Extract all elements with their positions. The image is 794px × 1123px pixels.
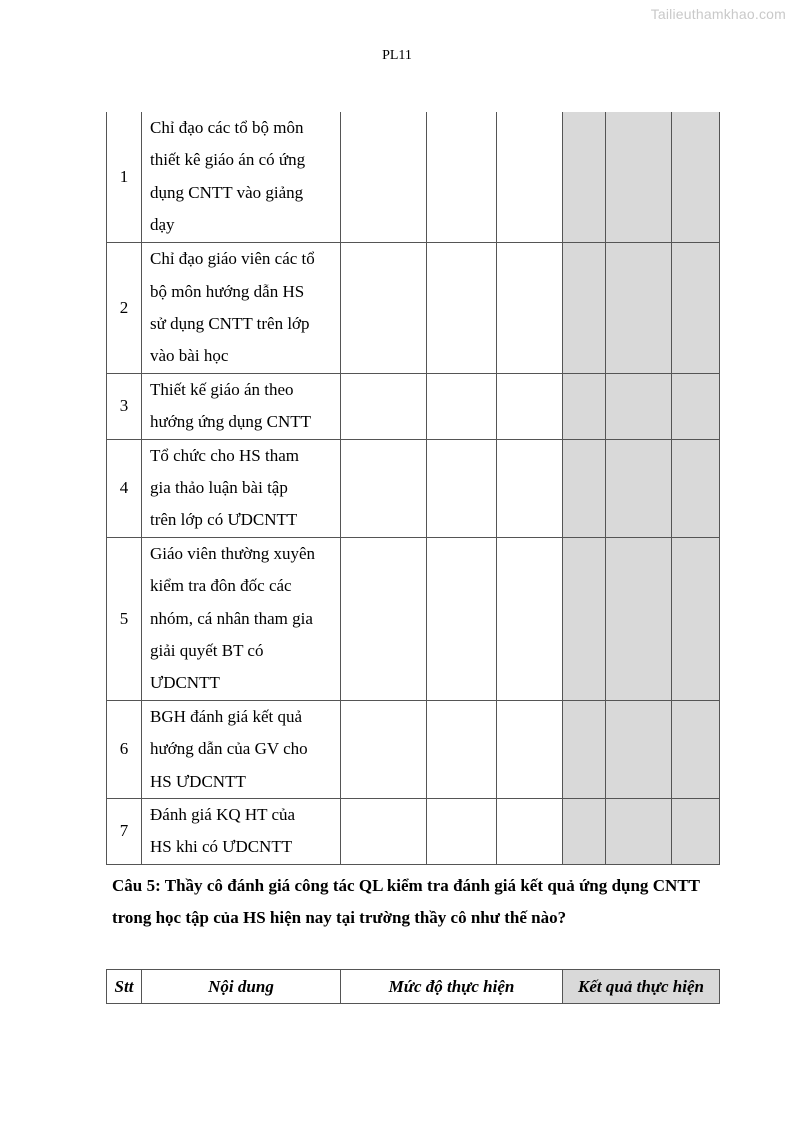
content-line: giải quyết BT có (150, 640, 264, 660)
row-number: 2 (107, 243, 142, 374)
muc-do-cell[interactable] (497, 439, 563, 537)
content-line: HS ƯDCNTT (150, 771, 246, 791)
muc-do-cell[interactable] (427, 243, 497, 374)
survey-table-continued (106, 112, 720, 865)
table-row (107, 537, 720, 700)
header-stt: Stt (107, 970, 142, 1004)
row-number: 1 (107, 112, 142, 243)
content-line: trên lớp có ƯDCNTT (150, 510, 298, 530)
muc-do-cell[interactable] (341, 537, 427, 700)
muc-do-cell[interactable] (497, 243, 563, 374)
ket-qua-cell[interactable] (563, 799, 606, 865)
row-number: 3 (107, 373, 142, 439)
table-row (107, 700, 720, 798)
muc-do-cell[interactable] (497, 112, 563, 243)
muc-do-cell[interactable] (427, 439, 497, 537)
content-line: hướng dẫn của GV cho (150, 739, 308, 759)
muc-do-cell[interactable] (427, 373, 497, 439)
muc-do-cell[interactable] (427, 537, 497, 700)
ket-qua-cell[interactable] (563, 537, 606, 700)
row-content (142, 373, 341, 439)
muc-do-cell[interactable] (427, 112, 497, 243)
muc-do-cell[interactable] (497, 373, 563, 439)
content-line: thiết kê giáo án có ứng (150, 150, 306, 170)
row-content (142, 439, 341, 537)
table-row (107, 439, 720, 537)
header-noi-dung: Nội dung (142, 970, 341, 1004)
content-line: Thiết kế giáo án theo (150, 379, 294, 399)
question-5-table-header (106, 969, 720, 1004)
muc-do-cell[interactable] (497, 700, 563, 798)
ket-qua-cell[interactable] (606, 799, 672, 865)
ket-qua-cell[interactable] (672, 439, 720, 537)
ket-qua-cell[interactable] (606, 112, 672, 243)
header-row (107, 970, 720, 1004)
ket-qua-cell[interactable] (563, 112, 606, 243)
row-number: 6 (107, 700, 142, 798)
content-line: BGH đánh giá kết quả (150, 706, 303, 726)
content-line: HS khi có ƯDCNTT (150, 837, 293, 857)
content-line: sử dụng CNTT trên lớp (150, 313, 310, 333)
row-content (142, 112, 341, 243)
ket-qua-cell[interactable] (563, 439, 606, 537)
header-muc-do: Mức độ thực hiện (341, 970, 563, 1004)
row-content (142, 700, 341, 798)
content-line: bộ môn hướng dẫn HS (150, 281, 305, 301)
content-line: kiểm tra đôn đốc các (150, 576, 292, 596)
table-row (107, 799, 720, 865)
ket-qua-cell[interactable] (563, 373, 606, 439)
muc-do-cell[interactable] (341, 700, 427, 798)
ket-qua-cell[interactable] (606, 700, 672, 798)
content-line: Tổ chức cho HS tham (150, 445, 299, 465)
ket-qua-cell[interactable] (606, 243, 672, 374)
row-content (142, 537, 341, 700)
ket-qua-cell[interactable] (672, 243, 720, 374)
muc-do-cell[interactable] (341, 799, 427, 865)
content-line: hướng ứng dụng CNTT (150, 412, 312, 432)
question-5: Câu 5: Thầy cô đánh giá công tác QL kiểm tra đánh giá kết quả ứng dụng CNTT trong học tập của HS hiện nay tại trường thầy cô như thế nào? (112, 876, 700, 927)
content-line: nhóm, cá nhân tham gia (150, 608, 313, 628)
ket-qua-cell[interactable] (672, 373, 720, 439)
muc-do-cell[interactable] (497, 799, 563, 865)
muc-do-cell[interactable] (497, 537, 563, 700)
page-label: PL11 (382, 48, 412, 63)
content-line: Đánh giá KQ HT của (150, 805, 296, 824)
muc-do-cell[interactable] (341, 373, 427, 439)
table-row (107, 373, 720, 439)
row-content (142, 799, 341, 865)
content-line: Chỉ đạo giáo viên các tổ (150, 249, 315, 269)
muc-do-cell[interactable] (341, 439, 427, 537)
content-line: Chỉ đạo các tổ bộ môn (150, 118, 304, 137)
muc-do-cell[interactable] (427, 700, 497, 798)
row-number: 4 (107, 439, 142, 537)
muc-do-cell[interactable] (427, 799, 497, 865)
ket-qua-cell[interactable] (606, 373, 672, 439)
content-line: gia thảo luận bài tập (150, 477, 288, 497)
muc-do-cell[interactable] (341, 112, 427, 243)
ket-qua-cell[interactable] (672, 799, 720, 865)
ket-qua-cell[interactable] (672, 537, 720, 700)
content-line: Giáo viên thường xuyên (150, 543, 316, 563)
ket-qua-cell[interactable] (563, 700, 606, 798)
table-row (107, 112, 720, 243)
watermark: Tailieuthamkhao.com (650, 6, 786, 22)
muc-do-cell[interactable] (341, 243, 427, 374)
ket-qua-cell[interactable] (606, 439, 672, 537)
row-content (142, 243, 341, 374)
ket-qua-cell[interactable] (672, 112, 720, 243)
row-number: 5 (107, 537, 142, 700)
table-row (107, 243, 720, 374)
content-line: dạy (150, 215, 175, 235)
ket-qua-cell[interactable] (606, 537, 672, 700)
row-number: 7 (107, 799, 142, 865)
content-line: dụng CNTT vào giảng (150, 182, 304, 202)
content-line: ƯDCNTT (150, 673, 220, 693)
header-ket-qua: Kết quả thực hiện (563, 970, 720, 1004)
content-line: vào bài học (150, 346, 229, 366)
ket-qua-cell[interactable] (672, 700, 720, 798)
ket-qua-cell[interactable] (563, 243, 606, 374)
